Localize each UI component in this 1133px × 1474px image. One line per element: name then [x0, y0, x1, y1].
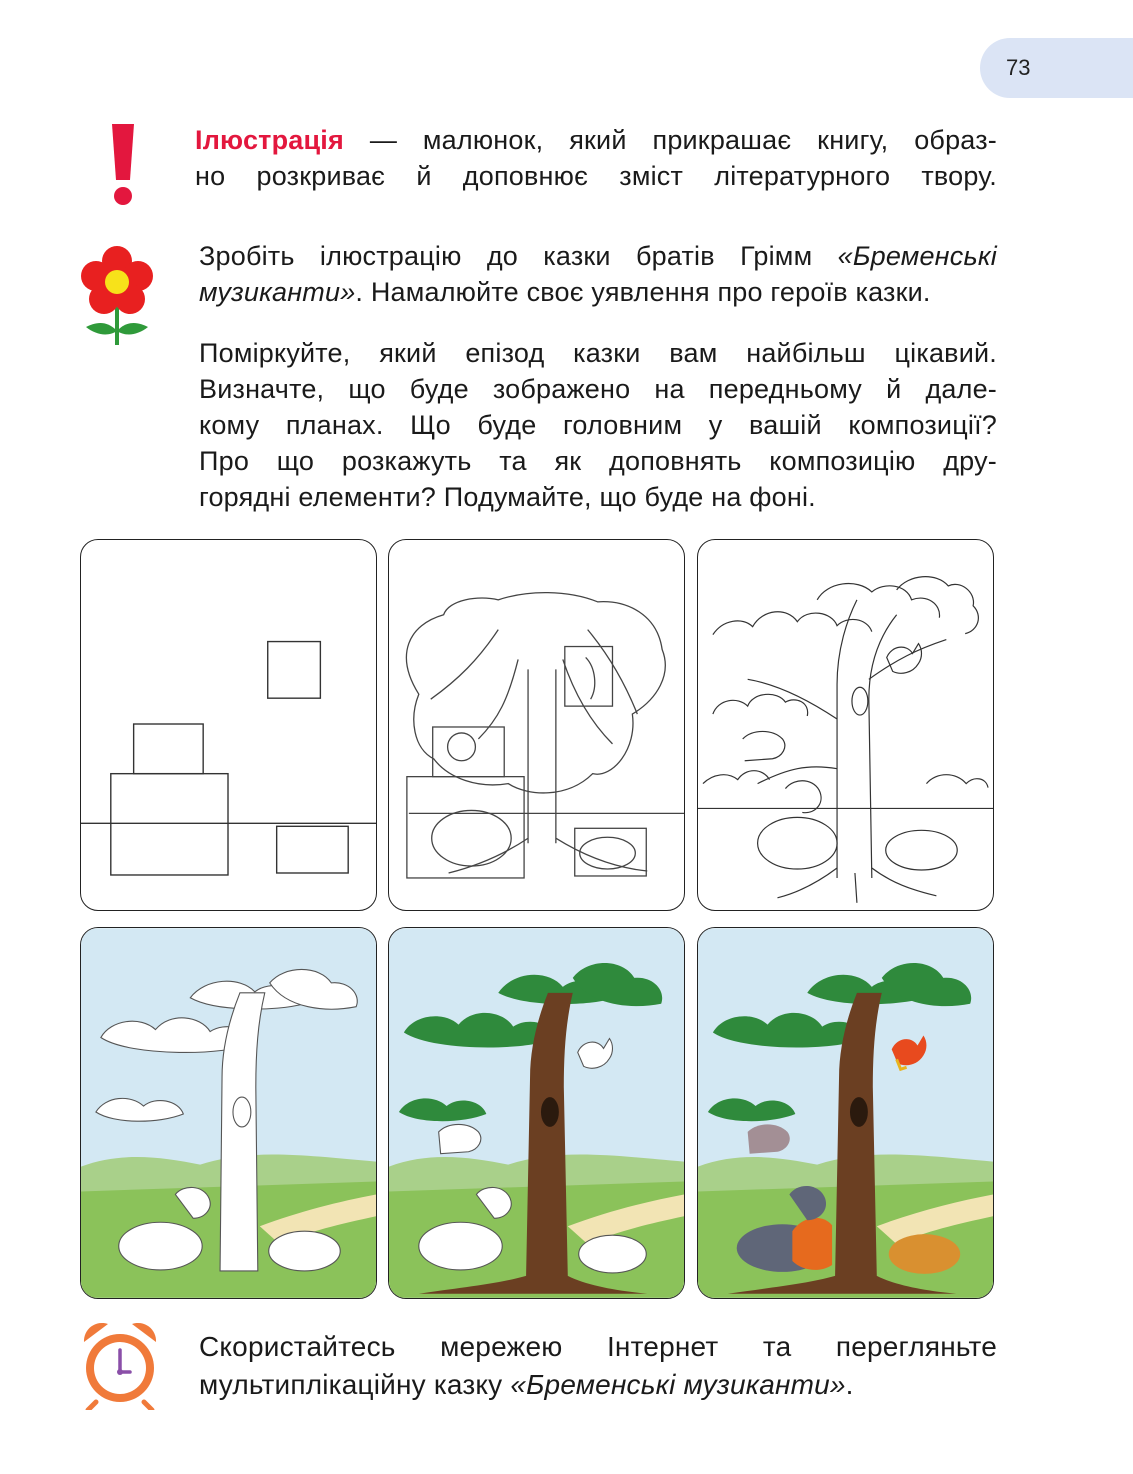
illustration-step-1: [80, 539, 377, 911]
internet-title: «Бременські музиканти»: [510, 1369, 846, 1400]
reflect-line: Визначте, що буде зображено на передньому й дале-: [199, 374, 997, 404]
definition-text-1: — малюнок, який прикрашає книгу, образ-: [343, 125, 997, 155]
alarm-clock-icon: [78, 1318, 162, 1410]
fully-colored: [698, 928, 993, 1298]
reflect-paragraph: [199, 335, 997, 515]
composition-blocks: [81, 540, 376, 910]
internet-text-1: Скористайтесь мережею Інтернет та перегляньте: [199, 1331, 997, 1362]
reflect-line: кому планах. Що буде головним у вашій композиції?: [199, 410, 997, 440]
line-drawing: [698, 540, 993, 910]
illustration-step-4: [80, 927, 377, 1299]
definition-paragraph: [195, 122, 997, 194]
exclamation-icon: [108, 120, 138, 206]
task-title-2: музиканти»: [199, 277, 356, 307]
task-title-1: «Бременські: [837, 241, 997, 271]
illustration-step-3: [697, 539, 994, 911]
task-paragraph: [199, 238, 997, 310]
page-number-tab: [980, 38, 1133, 98]
internet-text-2: мультиплікаційну казку: [199, 1369, 511, 1400]
tree-colored: [389, 928, 684, 1298]
illustration-step-5: [388, 927, 685, 1299]
reflect-line: Про що розкажуть та як доповнять композицію дру-: [199, 446, 997, 476]
background-colored: [81, 928, 376, 1298]
definition-text-2: но розкриває й доповнює зміст літературного твору.: [195, 161, 997, 191]
reflect-line: горядні елементи? Подумайте, що буде на фоні.: [199, 482, 816, 512]
reflect-line: Поміркуйте, який епізод казки вам найбільш цікавий.: [199, 338, 997, 368]
internet-text-end: .: [845, 1369, 854, 1400]
internet-paragraph: [199, 1328, 997, 1404]
sketch-outline: [389, 540, 684, 910]
illustration-step-2: [388, 539, 685, 911]
page-number: 73: [1006, 55, 1031, 80]
task-text-2: . Намалюйте своє уявлення про героїв казки.: [355, 277, 931, 307]
definition-term: Ілюстрація: [195, 125, 344, 155]
flower-icon: [80, 245, 154, 349]
illustration-step-6: [697, 927, 994, 1299]
task-text-1: Зробіть ілюстрацію до казки братів Грімм: [199, 241, 838, 271]
